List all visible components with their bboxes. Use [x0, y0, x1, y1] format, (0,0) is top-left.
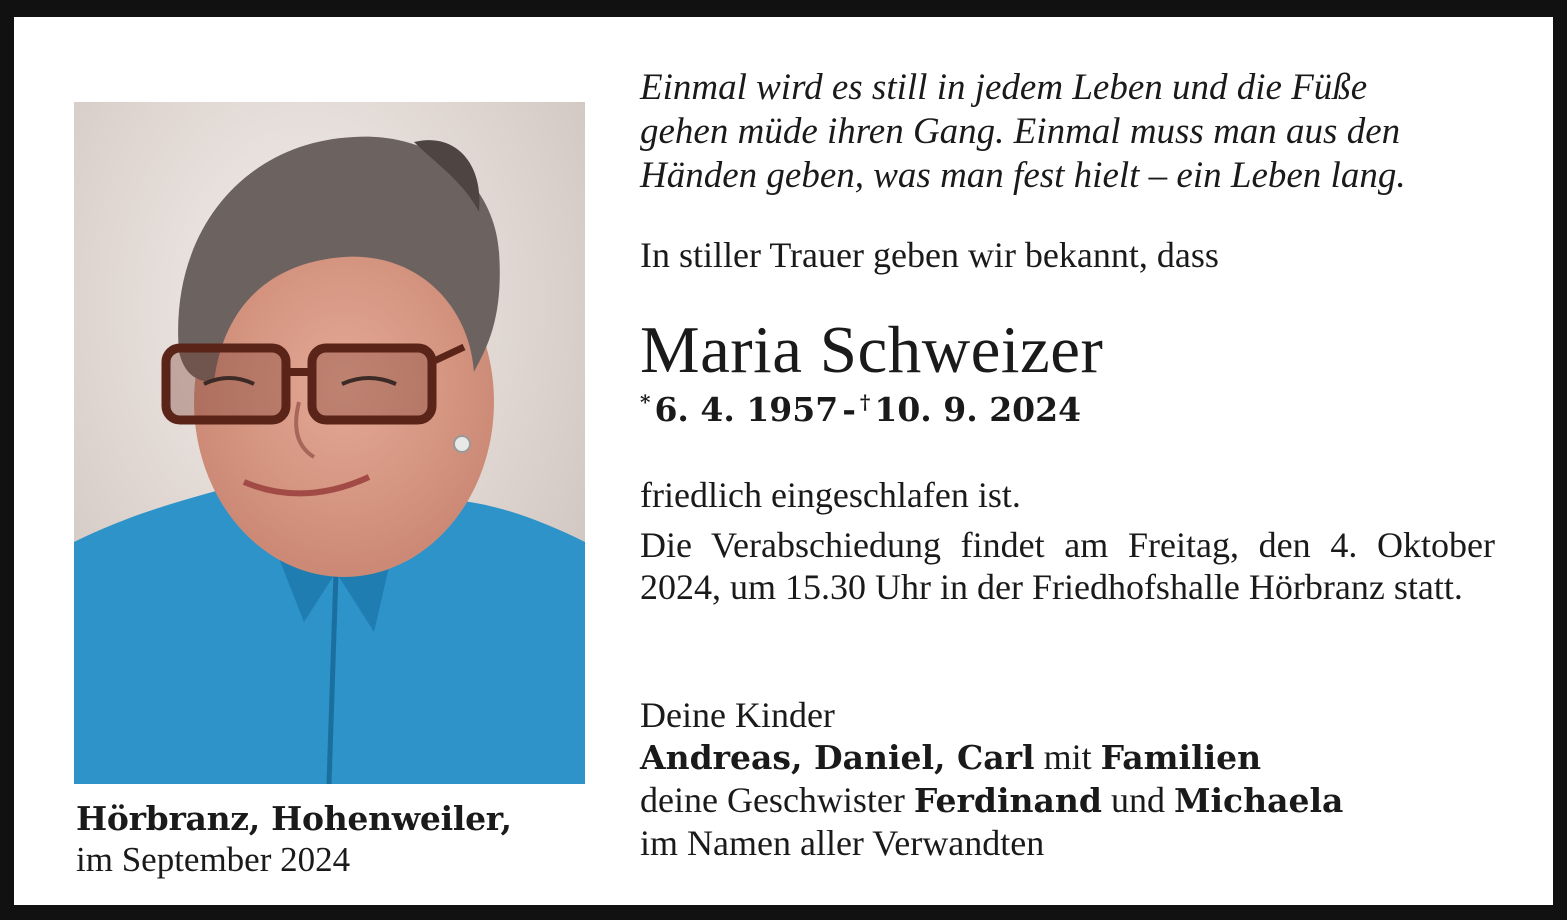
ceremony-text: Die Verabschiedung findet am Freitag, den 4. Oktober 2024, um 15.30 Uhr in der Friedhofshalle Hörbranz statt. — [640, 525, 1495, 607]
birth-symbol: * — [640, 390, 651, 414]
families-word: Familien — [1100, 738, 1262, 777]
birth-date: 6. 4. 1957 — [654, 390, 839, 429]
portrait-photo — [74, 102, 585, 784]
children-names: Andreas, Daniel, Carl — [640, 738, 1035, 777]
passed-text: friedlich eingeschlafen ist. — [640, 475, 1021, 515]
relatives-line: im Namen aller Verwandten — [640, 823, 1045, 863]
sibling-name: Michaela — [1173, 781, 1344, 820]
month-year: im September 2024 — [76, 840, 351, 879]
announcement-body — [640, 474, 1495, 608]
death-date: 10. 9. 2024 — [874, 390, 1082, 429]
place-and-date — [76, 800, 596, 880]
date-separator: - — [842, 390, 856, 429]
sibling-name: Ferdinand — [913, 781, 1102, 820]
notice-text — [640, 66, 1495, 863]
intro-text: In stiller Trauer geben wir bekannt, dass — [640, 235, 1219, 275]
poem-line: Einmal wird es still in jedem Leben und die Füße — [640, 67, 1368, 108]
portrait-image — [74, 102, 585, 784]
and-word: und — [1110, 780, 1165, 820]
deceased-name: Maria Schweizer — [640, 313, 1104, 387]
life-dates — [640, 390, 1081, 429]
signatures — [640, 694, 1343, 864]
death-symbol: † — [859, 390, 871, 414]
poem-line: Händen geben, was man fest hielt – ein Leben lang. — [640, 155, 1406, 196]
poem-line: gehen müde ihren Gang. Einmal muss man aus den — [640, 111, 1401, 152]
children-line — [640, 736, 1343, 779]
place-names: Hörbranz, Hohenweiler, — [76, 799, 512, 838]
with-word: mit — [1043, 737, 1092, 777]
siblings-line — [640, 779, 1343, 822]
poem — [640, 66, 1495, 198]
siblings-prefix: deine Geschwister — [640, 780, 905, 820]
children-label: Deine Kinder — [640, 695, 835, 735]
